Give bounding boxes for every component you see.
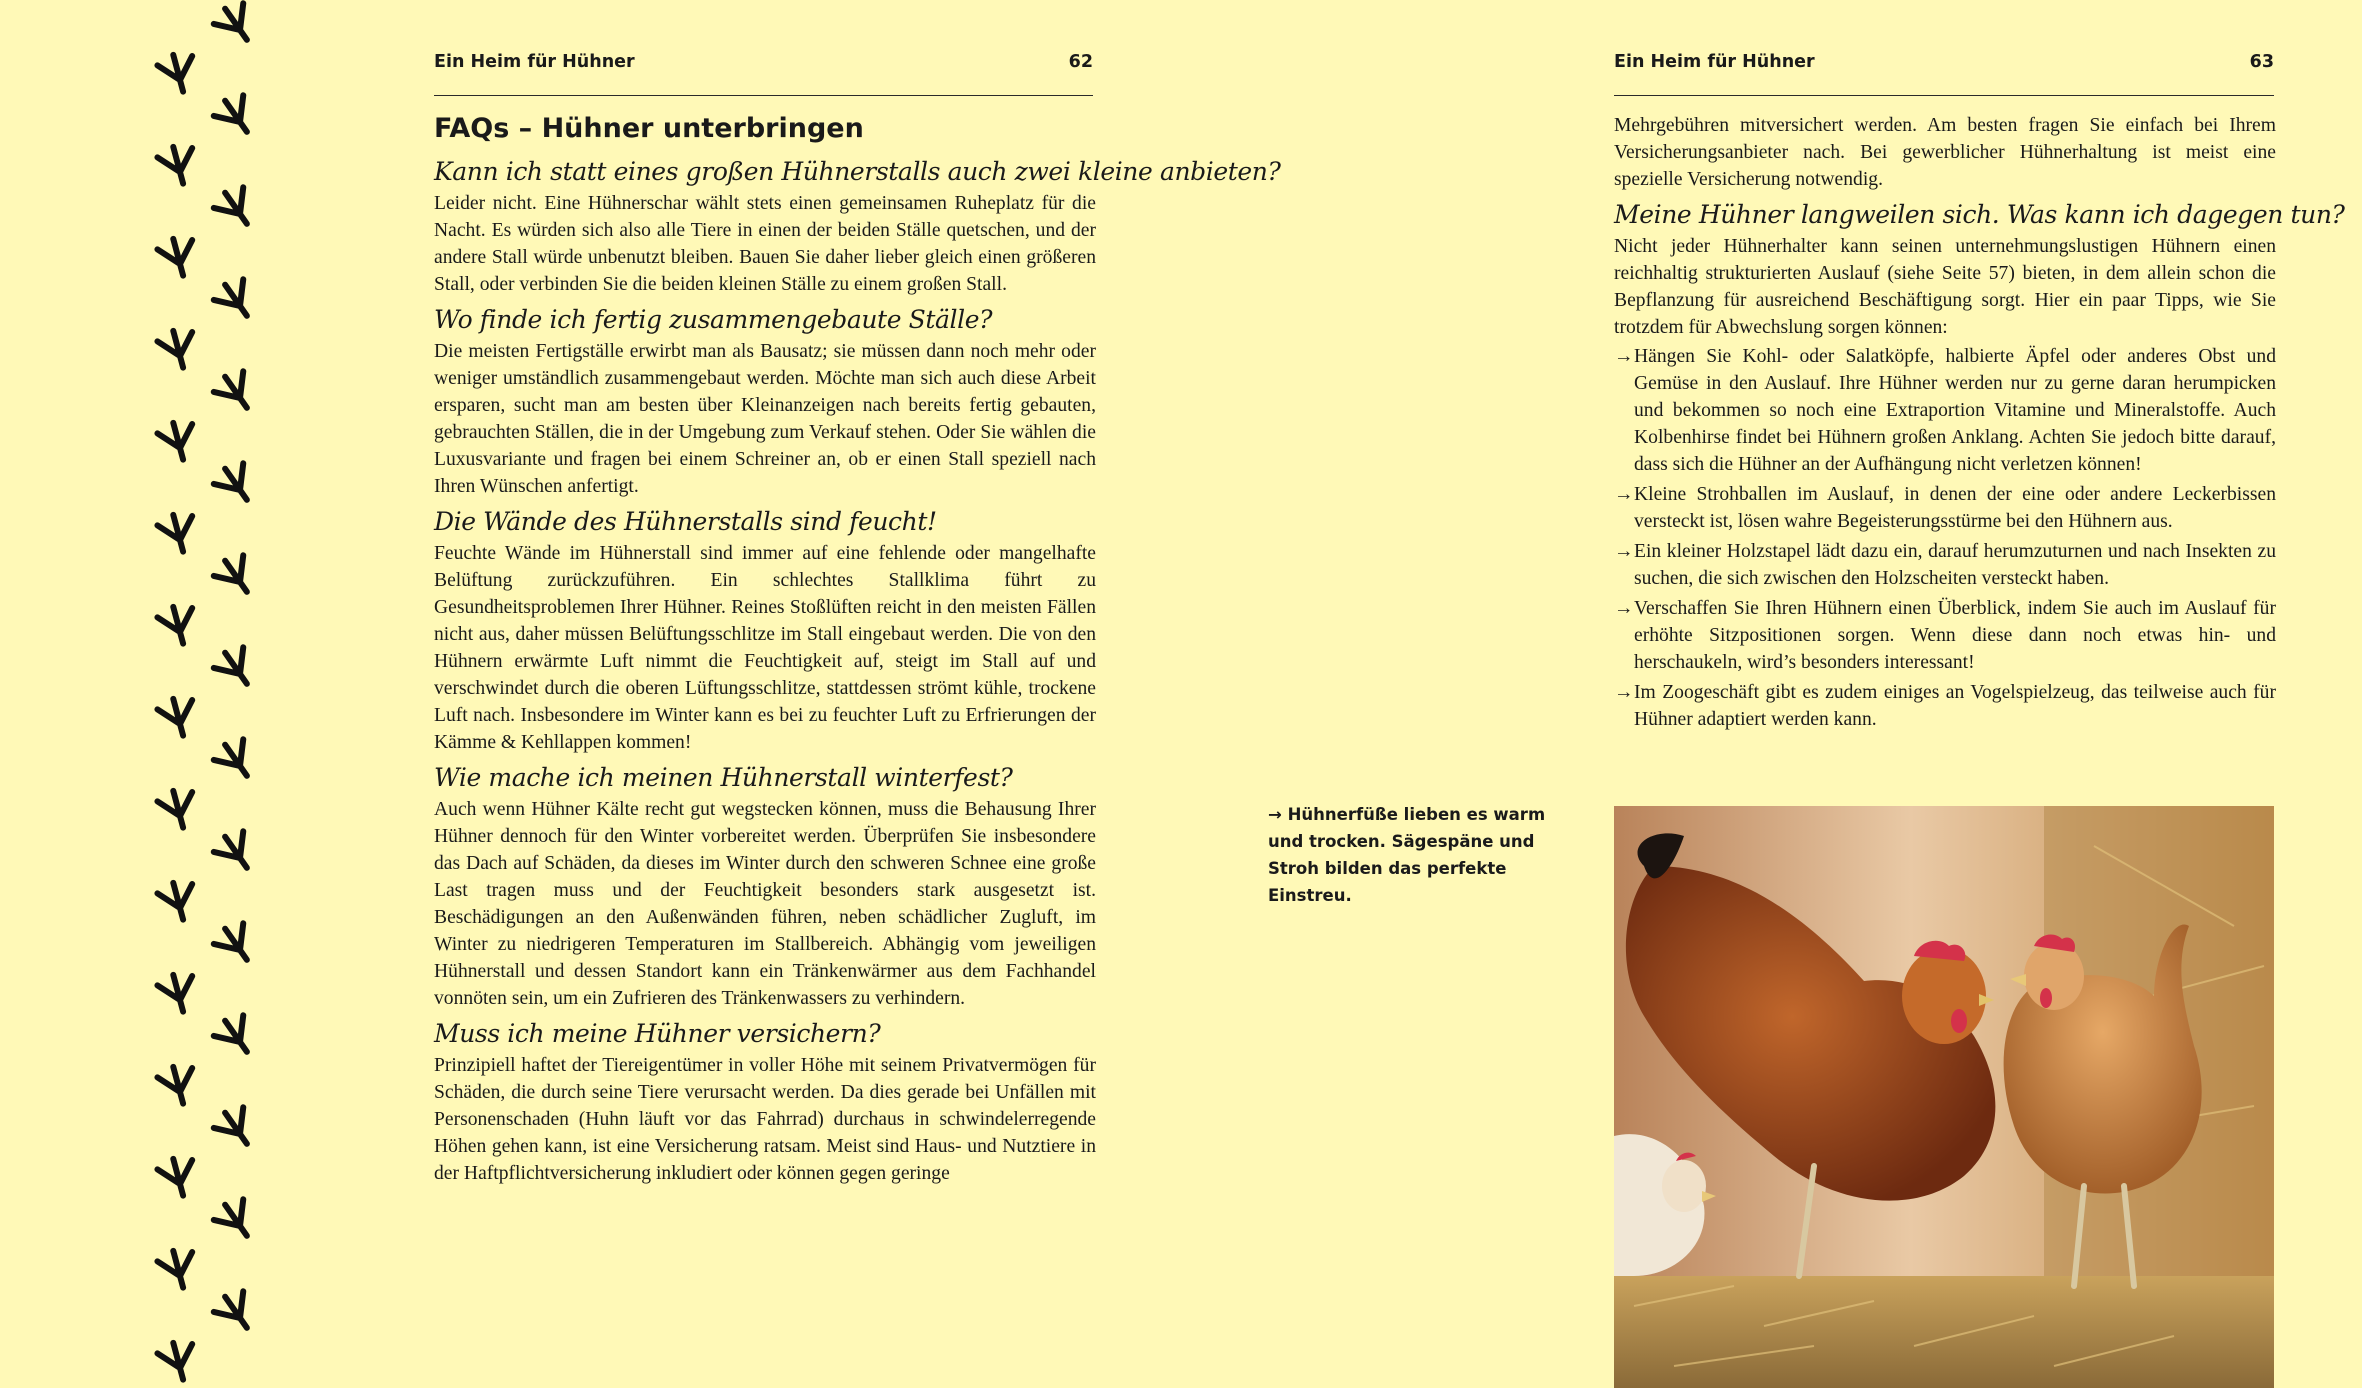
chicken-foot-icon — [156, 786, 201, 832]
faq-question: Meine Hühner langweilen sich. Was kann ich dagegen tun? — [1614, 200, 2345, 229]
chicken-foot-icon — [156, 602, 201, 648]
chicken-foot-icon — [156, 1154, 201, 1200]
list-item — [1614, 595, 2276, 676]
page-heading: FAQs – Hühner unterbringen — [434, 113, 864, 144]
chicken-tracks-decoration — [145, 0, 285, 1388]
list-item — [1614, 481, 2276, 535]
chicken-foot-icon — [210, 366, 261, 418]
faq-answer: Die meisten Fertigställe erwirbt man als Bausatz; sie müssen dann noch mehr oder weniger umständlich zusammengebaut werden. Möchte man sich auch diese Arbeit ersparen, sucht man am besten über Kleinanzeigen nach bereits fertig gebauten, gebrauchten Ställen, die in der Umgebung zum Verkauf stehen. Oder Sie wählen die Luxusvariante und fragen bei einem Schreiner an, ob er einen Stall speziell nach Ihren Wünschen anfertigt. — [434, 341, 1096, 497]
chicken-foot-icon — [210, 458, 261, 510]
caption-text: Hühnerfüße lieben es warm und trocken. Sägespäne und Stroh bilden das perfekte Einstreu. — [1268, 805, 1546, 905]
left-page-number: 62 — [1068, 52, 1093, 72]
faq-item — [434, 760, 1096, 1012]
faq-item — [434, 1016, 1096, 1187]
chicken-foot-icon — [156, 1338, 201, 1384]
faq-item — [434, 302, 1096, 500]
faq-question: Wo finde ich fertig zusammengebaute Ställe? — [434, 305, 993, 334]
chicken-foot-icon — [210, 182, 261, 234]
list-item — [1614, 538, 2276, 592]
faq-question: Die Wände des Hühnerstalls sind feucht! — [434, 507, 937, 536]
chicken-foot-icon — [156, 418, 201, 464]
arrow-right-icon: → — [1614, 346, 1634, 367]
faq-answer: Nicht jeder Hühnerhalter kann seinen unternehmungslustigen Hühnern einen reichhaltig strukturierten Auslauf (siehe Seite 57) bieten, in dem allein schon die Bepflanzung für ausreichend Beschäftigung sorgt. Hier ein paar Tipps, wie Sie trotzdem für Abwechslung sorgen können: — [1614, 236, 2276, 338]
chicken-foot-icon — [156, 142, 201, 188]
faq-answer: Feuchte Wände im Hühnerstall sind immer auf eine fehlende oder mangelhafte Belüftung zurückzuführen. Ein schlechtes Stallklima führt zu Gesundheitsproblemen Ihrer Hühner. Reines Stoßlüften reicht in den meisten Fällen nicht aus, daher müssen Belüftungsschlitze im Stall eingebaut werden. Die von den Hühnern erwärmte Luft nimmt die Feuchtigkeit auf, steigt im Stall auf und verschwindet durch die oberen Lüftungsschlitze, stattdessen strömt kühle, trockene Luft nach. Insbesondere im Winter kann es bei zu feuchter Luft zu Erfrierungen der Kämme & Kehllappen kommen! — [434, 543, 1096, 753]
list-item — [1614, 343, 2276, 478]
chicken-foot-icon — [156, 510, 201, 556]
chicken-foot-icon — [156, 694, 201, 740]
chicken-foot-icon — [156, 234, 201, 280]
chicken-foot-icon — [210, 642, 261, 694]
chicken-foot-icon — [210, 918, 261, 970]
chicken-foot-icon — [210, 734, 261, 786]
chicken-foot-icon — [210, 1286, 261, 1338]
faq-item — [434, 154, 1281, 298]
chicken-foot-icon — [156, 878, 201, 924]
tip-text: Verschaffen Sie Ihren Hühnern einen Überblick, indem Sie auch im Auslauf für erhöhte Sitzpositionen sorgen. Wenn diese dann noch etwas hin- und herschaukeln, wird’s besonders interessant! — [1634, 598, 2276, 673]
arrow-right-icon: → — [1614, 541, 1634, 562]
right-header-title: Ein Heim für Hühner — [1614, 52, 1815, 72]
photo-caption — [1268, 801, 1568, 909]
tip-text: Hängen Sie Kohl- oder Salatköpfe, halbierte Äpfel oder anderes Obst und Gemüse in den Auslauf. Ihre Hühner werden nur zu gerne daran herumpicken und bekommen so noch eine Extraportion Vitamine und Mineralstoffe. Auch Kolbenhirse findet bei Hühnern großen Anklang. Achten Sie jedoch bitte darauf, dass sich die Hühner an der Aufhängung nicht verletzen können! — [1634, 346, 2276, 475]
chicken-foot-icon — [156, 1246, 201, 1292]
faq-question: Kann ich statt eines großen Hühnerstalls auch zwei kleine anbieten? — [434, 157, 1281, 186]
left-page-header — [434, 48, 1093, 96]
continuation-text: Mehrgebühren mitversichert werden. Am besten fragen Sie einfach bei Ihrem Versicherungsanbieter nach. Bei gewerblicher Hühnerhaltung ist meist eine spezielle Versicherung notwendig. — [1614, 115, 2276, 190]
arrow-right-icon: → — [1614, 598, 1634, 619]
chickens-photo — [1614, 806, 2274, 1388]
tips-list — [1614, 343, 2276, 733]
faq-answer: Prinzipiell haftet der Tiereigentümer in voller Höhe mit seinem Privatvermögen für Schäden, die durch seine Tiere verursacht werden. Da dies gerade bei Unfällen mit Personenschaden (Huhn läuft vor das Fahrrad) durchaus in schwindelerregende Höhen gehen kann, ist eine Versicherung ratsam. Meist sind Haus- und Nutztiere in der Haftpflichtversicherung inkludiert oder können gegen geringe — [434, 1055, 1096, 1184]
chicken-foot-icon — [156, 1062, 201, 1108]
arrow-right-icon: → — [1268, 805, 1282, 824]
faq-answer: Auch wenn Hühner Kälte recht gut wegstecken können, muss die Behausung Ihrer Hühner dennoch für den Winter vorbereitet werden. Überprüfen Sie insbesondere das Dach auf Schäden, da dieses im Winter durch den schweren Schnee eine große Last tragen muss und der Feuchtigkeit besonders stark ausgesetzt ist. Beschädigungen an den Außenwänden führen, neben schädlicher Zugluft, im Winter zu niedrigeren Temperaturen im Stallbereich. Abhängig vom jeweiligen Hühnerstall und dessen Standort kann ein Tränkenwärmer aus dem Fachhandel vonnöten sein, um ein Zufrieren des Tränkenwassers zu verhindern. — [434, 799, 1096, 1009]
chicken-foot-icon — [210, 274, 261, 326]
tip-text: Kleine Strohballen im Auslauf, in denen der eine oder andere Leckerbissen versteckt ist, lösen wahre Begeisterungsstürme bei den Hühnern aus. — [1634, 484, 2276, 532]
faq-question: Wie mache ich meinen Hühnerstall winterfest? — [434, 763, 1013, 792]
chicken-foot-icon — [210, 0, 261, 50]
chicken-foot-icon — [210, 1010, 261, 1062]
faq-question: Muss ich meine Hühner versichern? — [434, 1019, 881, 1048]
chicken-foot-icon — [156, 326, 201, 372]
list-item — [1614, 679, 2276, 733]
right-page-column — [1614, 112, 2345, 736]
arrow-right-icon: → — [1614, 682, 1634, 703]
arrow-right-icon: → — [1614, 484, 1634, 505]
chicken-foot-icon — [210, 550, 261, 602]
faq-item — [434, 504, 1096, 756]
chicken-foot-icon — [156, 970, 201, 1016]
left-page-column — [434, 110, 1281, 1187]
faq-answer: Leider nicht. Eine Hühnerschar wählt stets einen gemeinsamen Ruheplatz für die Nacht. Es würden sich also alle Tiere in einen der beiden Ställe quetschen, und der andere Stall würde unbenutzt bleiben. Bauen Sie daher lieber gleich einen größeren Stall, oder verbinden Sie die beiden kleinen Ställe zu einem großen Stall. — [434, 193, 1096, 295]
right-page-number: 63 — [2249, 52, 2274, 72]
chicken-foot-icon — [156, 50, 201, 96]
chicken-foot-icon — [210, 1194, 261, 1246]
left-header-title: Ein Heim für Hühner — [434, 52, 635, 72]
chicken-foot-icon — [210, 90, 261, 142]
tip-text: Ein kleiner Holzstapel lädt dazu ein, darauf herumzuturnen und nach Insekten zu suchen, die sich zwischen den Holzscheiten versteckt haben. — [1634, 541, 2276, 589]
chicken-foot-icon — [210, 826, 261, 878]
tip-text: Im Zoogeschäft gibt es zudem einiges an Vogelspielzeug, das teilweise auch für Hühner adaptiert werden kann. — [1634, 682, 2276, 730]
right-page-header — [1614, 48, 2274, 96]
chicken-foot-icon — [210, 1102, 261, 1154]
